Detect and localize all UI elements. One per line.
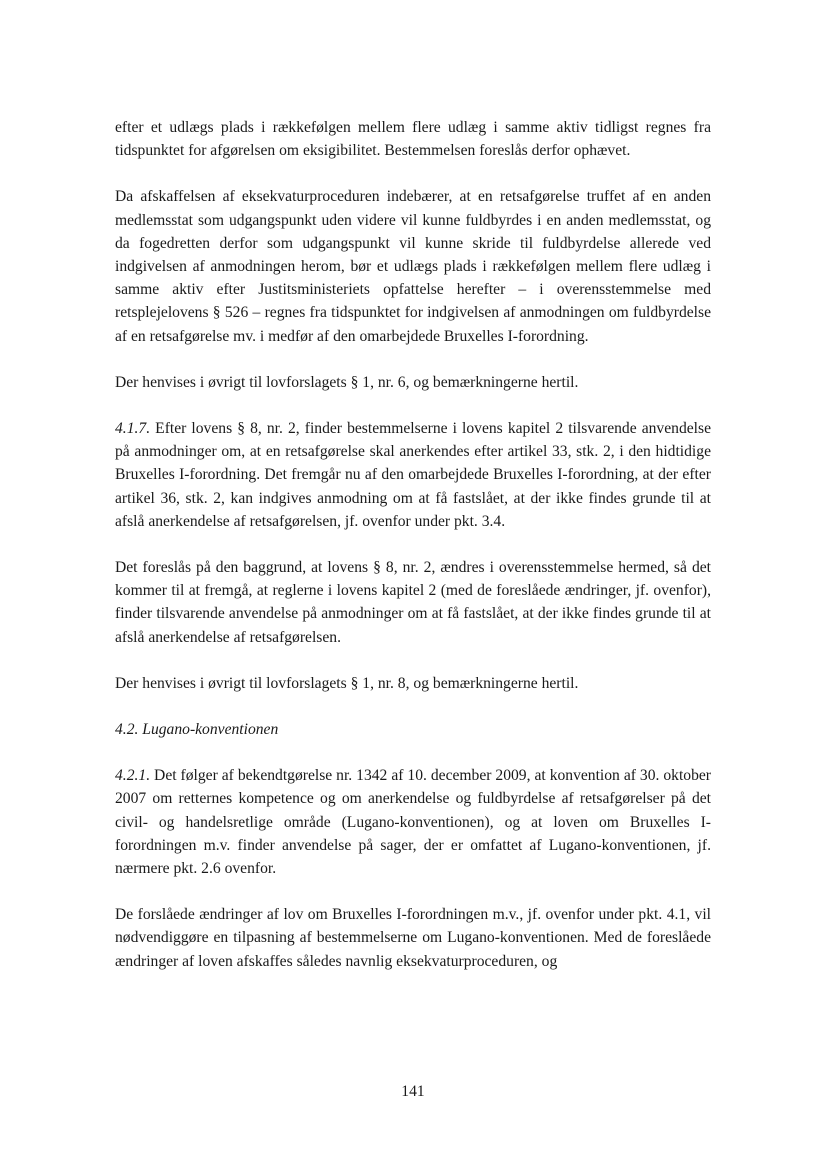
paragraph-6 xyxy=(115,672,711,695)
paragraph-3-text: Der henvises i øvrigt til lovforslagets § 1, nr. 6, og bemærkningerne hertil. xyxy=(115,373,579,391)
paragraph-7-text: Det følger af bekendtgørelse nr. 1342 af 10. december 2009, at konvention af 30. oktober 2007 om retternes kompetence og om anerkendelse og fuldbyrdelse af retsafgørelser på det civil- og handelsretlige område (Lugano-konventionen), og at loven om Bruxelles I-forordningen m.v. finder anvendelse på sager, der er omfattet af Lugano-konventionen, jf. nærmere pkt. 2.6 ovenfor. xyxy=(115,767,711,878)
paragraph-2-text: Da afskaffelsen af eksekvaturproceduren indebærer, at en retsafgørelse truffet af en anden medlemsstat som udgangspunkt uden videre vil kunne fuldbyrdes i en anden medlemsstat, og da fogedretten derfor som udgangspunkt vil kunne skride til fuldbyrdelse allerede ved indgivelsen af anmodningen herom, bør et udlægs plads i rækkefølgen mellem flere udlæg i samme aktiv efter Justitsministeriets opfattelse herefter – i overensstemmelse med retsplejelovens § 526 – regnes fra tidspunktet for indgivelsen af anmodningen om fuldbyrdelse af en retsafgørelse mv. i medfør af den omarbejdede Bruxelles I-forordning. xyxy=(115,188,711,345)
paragraph-1 xyxy=(115,116,711,162)
paragraph-7 xyxy=(115,764,711,880)
paragraph-8 xyxy=(115,903,711,973)
page-body xyxy=(115,116,711,996)
section-heading-lugano: 4.2. Lugano-konventionen xyxy=(115,721,279,739)
page-number: 141 xyxy=(401,1083,425,1100)
paragraph-4-text: Efter lovens § 8, nr. 2, finder bestemmelserne i lovens kapitel 2 tilsvarende anvendelse på anmodninger om, at en retsafgørelse skal anerkendes efter artikel 33, stk. 2, i den hidtidige Bruxelles I-forordning. Det fremgår nu af den omarbejdede Bruxelles I-forordning, at der efter artikel 36, stk. 2, kan indgives anmodning om at få fastslået, at der ikke findes grunde til at afslå anerkendelse af retsafgørelsen, jf. ovenfor under pkt. 3.4. xyxy=(115,420,711,530)
paragraph-5-text: Det foreslås på den baggrund, at lovens § 8, nr. 2, ændres i overensstemmelse hermed, så det kommer til at fremgå, at reglerne i lovens kapitel 2 (med de foreslåede ændringer, jf. ovenfor), finder tilsvarende anvendelse på anmodninger om at få fastslået, at der ikke findes grunde til at afslå anerkendelse af retsafgørelsen. xyxy=(115,559,711,646)
paragraph-1-text: efter et udlægs plads i rækkefølgen mellem flere udlæg i samme aktiv tidligst regnes fra tidspunktet for afgørelsen om eksigibilitet. Bestemmelsen foreslås derfor ophævet. xyxy=(115,119,711,160)
paragraph-4 xyxy=(115,417,711,533)
paragraph-2 xyxy=(115,185,711,347)
paragraph-6-text: Der henvises i øvrigt til lovforslagets § 1, nr. 8, og bemærkningerne hertil. xyxy=(115,674,579,692)
section-number-4-2-1: 4.2.1. xyxy=(115,767,151,785)
paragraph-3 xyxy=(115,371,711,394)
paragraph-8-text: De forslåede ændringer af lov om Bruxelles I-forordningen m.v., jf. ovenfor under pkt. 4.1, vil nødvendiggøre en tilpasning af bestemmelserne om Lugano-konventionen. Med de foreslåede ændringer af loven afskaffes således navnlig eksekvaturproceduren, og xyxy=(115,906,711,970)
paragraph-5 xyxy=(115,556,711,649)
section-number-4-1-7: 4.1.7. xyxy=(115,420,151,438)
